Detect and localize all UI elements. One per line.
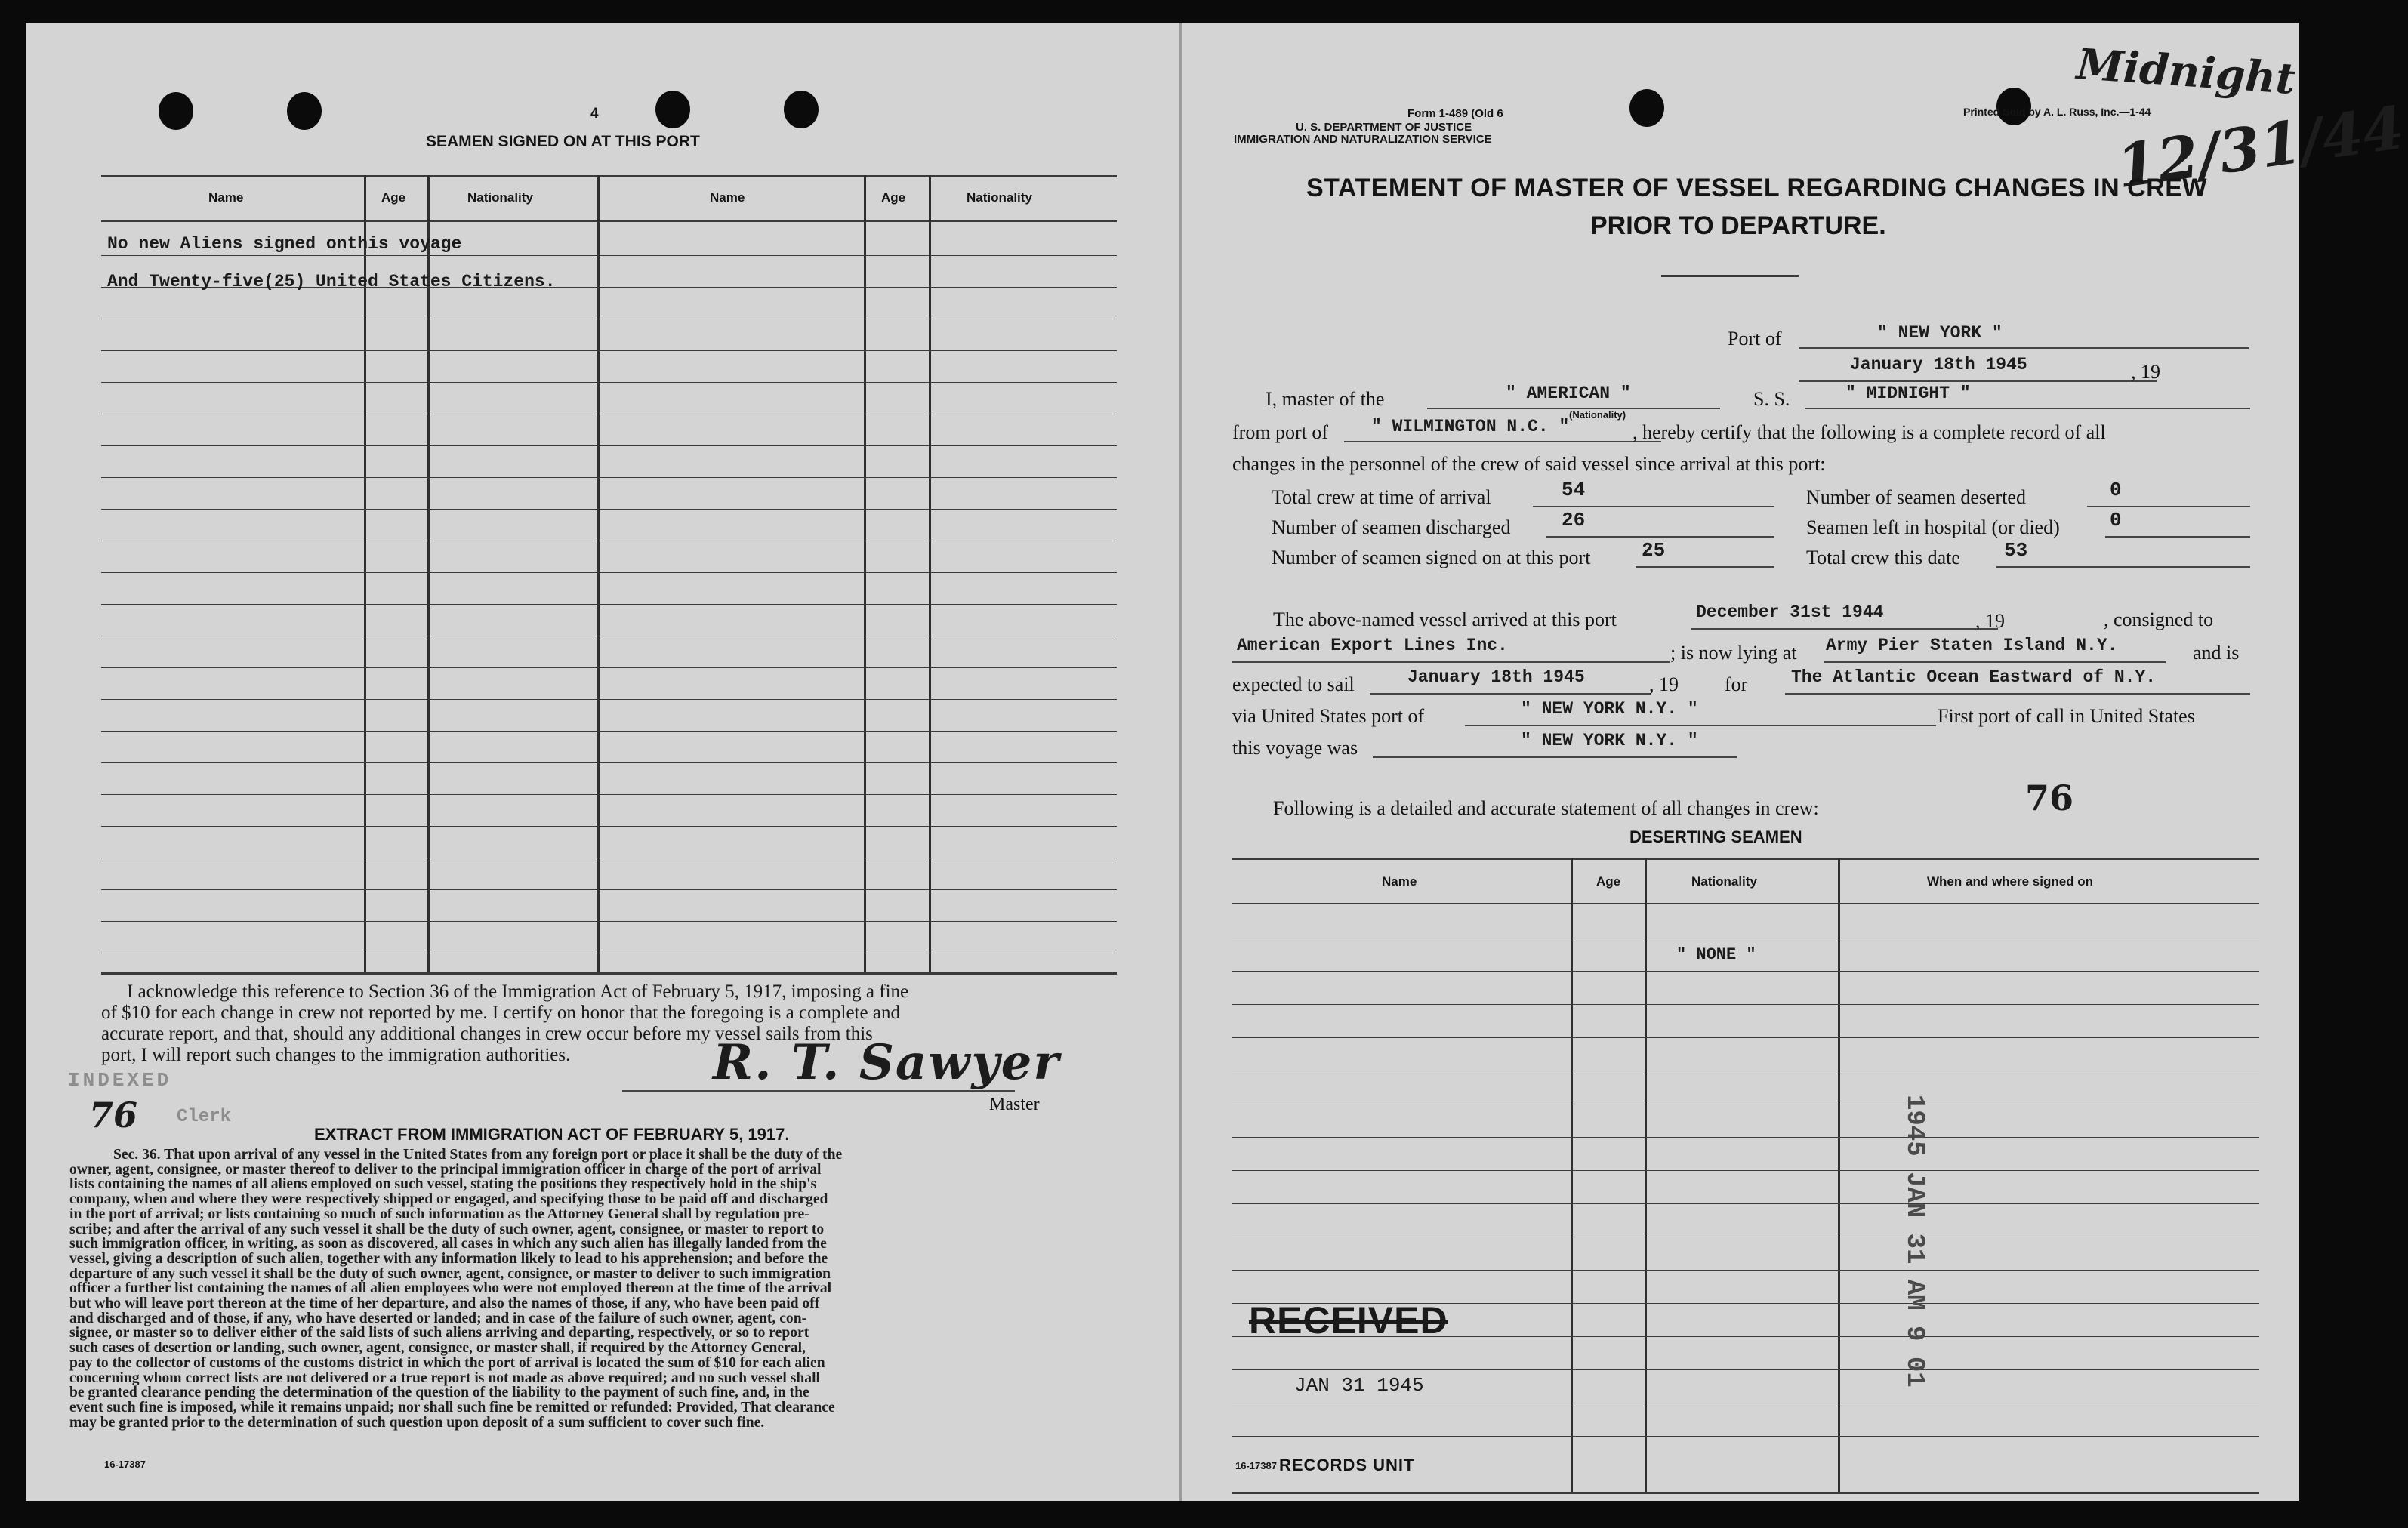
extract-line: may be granted prior to the determination of such question upon deposit of a sum sufficient to cover such fine. [69,1414,765,1431]
acknowledgement-line: accurate report, and that, should any additional changes in crew occur before my vessel sails from this [101,1024,873,1044]
nationality-caption: (Nationality) [1569,409,1626,421]
total-crew-arrival-label: Total crew at time of arrival [1272,486,1491,508]
table-row-rule [101,889,1117,890]
table-row-rule [101,477,1117,478]
handwritten-vessel-name: Midnight [2075,39,2298,105]
extract-line: scribe; and after the arrival of any such vessel it shall be the duty of such owner, agent, consignee, or master to report to [69,1221,825,1237]
consigned-label: , consigned to [2104,608,2214,630]
table-row-rule [1232,1004,2259,1005]
punch-hole [287,92,322,130]
col-header-nationality-2: Nationality [967,190,1032,205]
clerk-mark: 76 [89,1095,138,1135]
table-row-rule [1232,1170,2259,1171]
stat-underline [1546,536,1774,538]
col-header-name-2: Name [710,190,745,205]
printer-note: Printed Sold by A. L. Russ, Inc.—1-44 [1963,106,2151,118]
acknowledgement-line: port, I will report such changes to the immigration authorities. [101,1045,571,1065]
stat-underline [1636,566,1774,568]
via-underline [1465,725,1936,726]
from-port-underline [1344,441,1661,442]
port-label: Port of [1728,328,1782,350]
col-header-age-2: Age [881,190,906,205]
column-divider [864,175,866,974]
table-bottom-rule [101,972,1117,975]
table-row-rule [101,509,1117,510]
arrived-underline [1691,628,1998,630]
table-row-rule [1232,1203,2259,1204]
signed-on-label: Number of seamen signed on at this port [1272,547,1591,568]
expected-underline [1370,693,1651,695]
received-date-stamp: JAN 31 1945 [1294,1374,1424,1397]
date-time-stamp: 1945 JAN 31 AM 9 01 [1900,1095,1929,1388]
lying-value: Army Pier Staten Island N.Y. [1826,636,2118,655]
form-number: Form 1-489 (Old 6 [1407,107,1503,120]
for-label: for [1725,673,1748,695]
table-row-rule [101,921,1117,922]
column-divider [364,175,366,974]
handwritten-number: 76 [2025,778,2074,818]
extract-line: concerning whom correct lists are not delivered or a true report is not made as above required; and no such vessel shall [69,1369,820,1386]
title-divider [1661,275,1799,277]
expected-year-label: , 19 [1649,673,1679,695]
table-row-rule [1232,1137,2259,1138]
via-label: via United States port of [1232,705,1425,727]
voyage-value: " NEW YORK N.Y. " [1521,731,1698,750]
deserted-label: Number of seamen deserted [1806,486,2026,508]
table-row-rule [101,762,1117,763]
records-unit-stamp: RECORDS UNIT [1279,1456,1415,1474]
col-header-name: Name [208,190,244,205]
expected-value: January 18th 1945 [1407,667,1585,687]
discharged-label: Number of seamen discharged [1272,516,1511,538]
via-value: " NEW YORK N.Y. " [1521,699,1698,719]
column-divider [427,175,430,974]
following-text: Following is a detailed and accurate statement of all changes in crew: [1273,797,1819,819]
column-divider [1571,858,1573,1493]
right-form-code: 16-17387 [1235,1460,1277,1471]
column-divider [1838,858,1840,1493]
acknowledgement-line: I acknowledge this reference to Section 36 of the Immigration Act of February 5, 1917, imposing a fine [127,981,909,1002]
extract-line: departure of any such vessel it shall be the duty of such owner, agent, consignee, or master to deliver to such immigration [69,1265,831,1282]
page-number: 4 [590,106,599,122]
service-name: IMMIGRATION AND NATURALIZATION SERVICE [1234,133,1492,146]
indexed-stamp: INDEXED [68,1069,172,1092]
consignee-underline [1232,661,1670,663]
port-value: " NEW YORK " [1877,323,2003,343]
stat-underline [1996,566,2250,568]
extract-line: signee, or master so to deliver either of the said lists of such aliens arriving and departing, respectively, or so to report [69,1325,809,1342]
signature-line [622,1090,1015,1092]
col-header-nationality: Nationality [1691,874,1757,889]
lying-label: ; is now lying at [1670,642,1797,664]
master-of-label: I, master of the [1266,388,1385,410]
for-underline [1785,693,2250,695]
table-row-rule [101,699,1117,700]
typed-entry: And Twenty-five(25) United States Citizens. [107,272,556,291]
extract-line: vessel, giving a description of such alien, together with any information likely to lead to his apprehension; and before the [69,1250,828,1267]
discharged-value: 26 [1562,509,1586,531]
total-crew-arrival-value: 54 [1562,479,1586,501]
extract-line: officer a further list containing the names of all alien employees who were not employed thereon at the time of the arrival [69,1280,832,1297]
table-row-rule [101,445,1117,446]
punch-hole [655,91,690,128]
extract-line: but who will leave port thereon at the time of her departure, and also the names of those, if any, who have been paid off [69,1295,820,1312]
voyage-label: this voyage was [1232,737,1358,759]
deserting-title: DESERTING SEAMEN [1629,827,1802,846]
stat-underline [2105,536,2250,538]
table-row-rule [1232,1037,2259,1038]
date-value: January 18th 1945 [1850,355,2027,374]
extract-line: pay to the collector of customs of the customs district in which the port of arrival is located the sum of $10 for each alien [69,1354,825,1371]
col-header-age: Age [1596,874,1621,889]
page-fold [1179,23,1182,1501]
date-underline [1799,380,2157,382]
left-page-title: SEAMEN SIGNED ON AT THIS PORT [426,133,700,150]
table-row-rule [1232,1270,2259,1271]
extract-line: event such fine is imposed, while it remains unpaid; nor shall such fine be remitted or refunded: Provided, That clearance [69,1399,835,1416]
table-row-rule [1232,1369,2259,1370]
hospital-value: 0 [2110,509,2122,531]
col-header-name: Name [1382,874,1417,889]
typed-entry: No new Aliens signed onthis voyage [107,234,462,254]
handwritten-date: 12/31/44 [2112,93,2408,202]
certify-text: , hereby certify that the following is a complete record of all [1633,421,2106,443]
extract-line: lists containing the names of all aliens employed on such vessel, stating the positions they respectively hold in the ship's [69,1176,817,1193]
table-bottom-rule [1232,1492,2259,1494]
table-row-rule [101,255,1117,256]
expected-label: expected to sail [1232,673,1355,695]
table-row-rule [101,604,1117,605]
table-row-rule [101,667,1117,668]
col-header-when-where: When and where signed on [1927,874,2094,889]
extract-title: EXTRACT FROM IMMIGRATION ACT OF FEBRUARY 5, 1917. [314,1125,790,1144]
extract-line: company, when and where they were respectively shipped or engaged, and specifying those to be paid off and discharged [69,1191,828,1208]
table-row-rule [101,826,1117,827]
ship-underline [1805,408,2250,409]
punch-hole [784,91,819,128]
form-title-line-1: STATEMENT OF MASTER OF VESSEL REGARDING CHANGES IN CREW [1306,174,2207,202]
arrived-year-label: , 19 [1975,610,2005,632]
from-port-value: " WILMINGTON N.C. " [1371,417,1570,436]
column-divider [597,175,600,974]
clerk-label: Clerk [177,1107,232,1127]
table-header-rule [101,220,1117,222]
department-name: U. S. DEPARTMENT OF JUSTICE [1296,121,1472,134]
ss-label: S. S. [1753,388,1790,410]
none-entry: " NONE " [1676,945,1756,964]
table-row-rule [1232,1436,2259,1437]
col-header-age: Age [381,190,406,205]
signed-on-value: 25 [1642,539,1666,562]
table-row-rule [101,572,1117,573]
deserted-value: 0 [2110,479,2122,501]
form-title-line-2: PRIOR TO DEPARTURE. [1590,211,1886,240]
extract-line: be granted clearance pending the determination of the question of the liability to the payment of such fine, and, in the [69,1385,809,1401]
table-top-rule [101,175,1117,177]
lying-underline [1824,661,2166,663]
for-value: The Atlantic Ocean Eastward of N.Y. [1791,667,2157,687]
table-row-rule [1232,971,2259,972]
voyage-underline [1373,756,1737,758]
document-sheet [26,23,2408,1501]
column-divider [1645,858,1647,1493]
master-label: Master [989,1095,1040,1114]
consignee-value: American Export Lines Inc. [1237,636,1508,655]
arrived-value: December 31st 1944 [1696,602,1884,622]
extract-line: and discharged and of those, if any, who have deserted or landed; and in case of the failure of such owner, agent, con- [69,1310,807,1326]
table-row-rule [101,382,1117,383]
first-port-label: First port of call in United States [1938,705,2195,727]
stat-underline [1533,506,1774,507]
acknowledgement-line: of $10 for each change in crew not reported by me. I certify on honor that the foregoing is a complete and [101,1003,900,1023]
column-divider [929,175,931,974]
extract-line: such immigration officer, in writing, as soon as discovered, all cases in which any such alien has illegally landed from the [69,1236,827,1252]
received-stamp: RECEIVED [1249,1299,1448,1342]
master-signature: R. T. Sawyer [713,1034,1061,1091]
punch-hole [159,92,193,130]
table-row-rule [101,350,1117,351]
arrived-label: The above-named vessel arrived at this port [1273,608,1617,630]
total-crew-date-label: Total crew this date [1806,547,1960,568]
port-underline [1799,347,2249,349]
changes-text: changes in the personnel of the crew of said vessel since arrival at this port: [1232,453,1826,475]
left-form-code: 16-17387 [104,1459,146,1470]
extract-line: Sec. 36. That upon arrival of any vessel in the United States from any foreign port or place it shall be the duty of the [113,1147,843,1163]
nationality-value: " AMERICAN " [1506,384,1631,403]
extract-text [69,1148,842,1430]
total-crew-date-value: 53 [2004,539,2028,562]
hospital-label: Seamen left in hospital (or died) [1806,516,2060,538]
table-row-rule [101,794,1117,795]
table-top-rule [1232,858,2259,860]
punch-hole [1629,89,1664,127]
extract-line: in the port of arrival; or lists containing so much of such information as the Attorney General shall by regulation pre- [69,1206,809,1222]
table-header-rule [1232,903,2259,904]
extract-line: such cases of desertion or landing, such owner, agent, consignee, or master shall, if required by the Attorney General, [69,1340,806,1357]
from-port-label: from port of [1232,421,1329,443]
stat-underline [2087,506,2250,507]
and-is-label: and is [2193,642,2240,664]
extract-line: owner, agent, consignee, or master thereof to deliver to the principal immigration officer in charge of the port of arrival [69,1161,822,1178]
col-header-nationality: Nationality [467,190,533,205]
date-year-label: , 19 [2131,361,2160,383]
ship-name-value: " MIDNIGHT " [1845,384,1971,403]
table-row-rule [101,731,1117,732]
